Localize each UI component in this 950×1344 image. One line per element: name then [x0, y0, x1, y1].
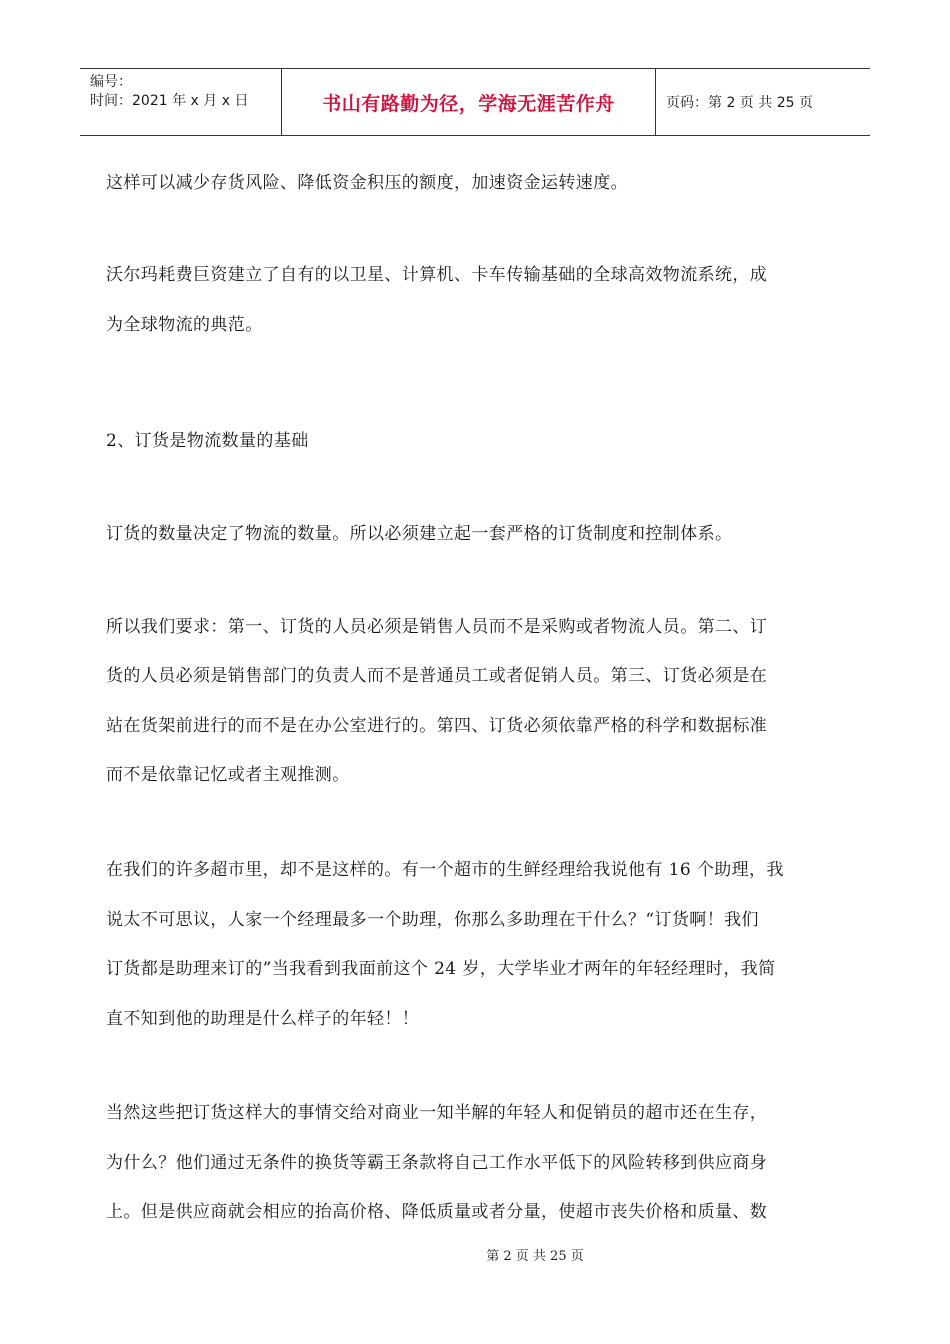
paragraph-line: 上。但是供应商就会相应的抬高价格、降低质量或者分量，使超市丧失价格和质量、数: [106, 1202, 768, 1222]
document-date: 时间：2021 年 x 月 x 日: [90, 93, 249, 109]
paragraph-line: 所以我们要求：第一、订货的人员必须是销售人员而不是采购或者物流人员。第二、订: [106, 617, 768, 637]
paragraph-line: 沃尔玛耗费巨资建立了自有的以卫星、计算机、卡车传输基础的全球高效物流系统，成: [106, 265, 768, 285]
page-footer: 第 2 页 共 25 页: [486, 1249, 584, 1264]
paragraph-line: 为什么？他们通过无条件的换货等霸王条款将自己工作水平低下的风险转移到供应商身: [106, 1153, 768, 1173]
page-header: [80, 68, 870, 136]
section-heading: 2、订货是物流数量的基础: [106, 431, 309, 451]
paragraph-line: 订货都是助理来订的”当我看到我面前这个 24 岁，大学毕业才两年的年轻经理时，我简: [106, 959, 776, 979]
paragraph-line: 这样可以减少存货风险、降低资金积压的额度，加速资金运转速度。: [106, 173, 628, 193]
header-meta: [80, 69, 282, 135]
header-page-info: 页码：第 2 页 共 25 页: [666, 95, 813, 111]
paragraph-line: 当然这些把订货这样大的事情交给对商业一知半解的年轻人和促销员的超市还在生存，: [106, 1103, 768, 1123]
paragraph-line: 而不是依靠记忆或者主观推测。: [106, 765, 350, 785]
paragraph-line: 直不知到他的助理是什么样子的年轻！！: [106, 1009, 420, 1029]
header-motto: 书山有路勤为径，学海无涯苦作舟: [282, 69, 656, 135]
paragraph-line: 说太不可思议，人家一个经理最多一个助理，你那么多助理在干什么？“订货啊！我们: [106, 910, 759, 930]
paragraph-line: 为全球物流的典范。: [106, 315, 263, 335]
document-number-label: 编号：: [90, 74, 132, 90]
paragraph-line: 在我们的许多超市里，却不是这样的。有一个超市的生鲜经理给我说他有 16 个助理，我: [106, 860, 784, 880]
paragraph-line: 货的人员必须是销售部门的负责人而不是普通员工或者促销人员。第三、订货必须是在: [106, 666, 768, 686]
paragraph-line: 订货的数量决定了物流的数量。所以必须建立起一套严格的订货制度和控制体系。: [106, 524, 733, 544]
paragraph-line: 站在货架前进行的而不是在办公室进行的。第四、订货必须依靠严格的科学和数据标准: [106, 716, 768, 736]
